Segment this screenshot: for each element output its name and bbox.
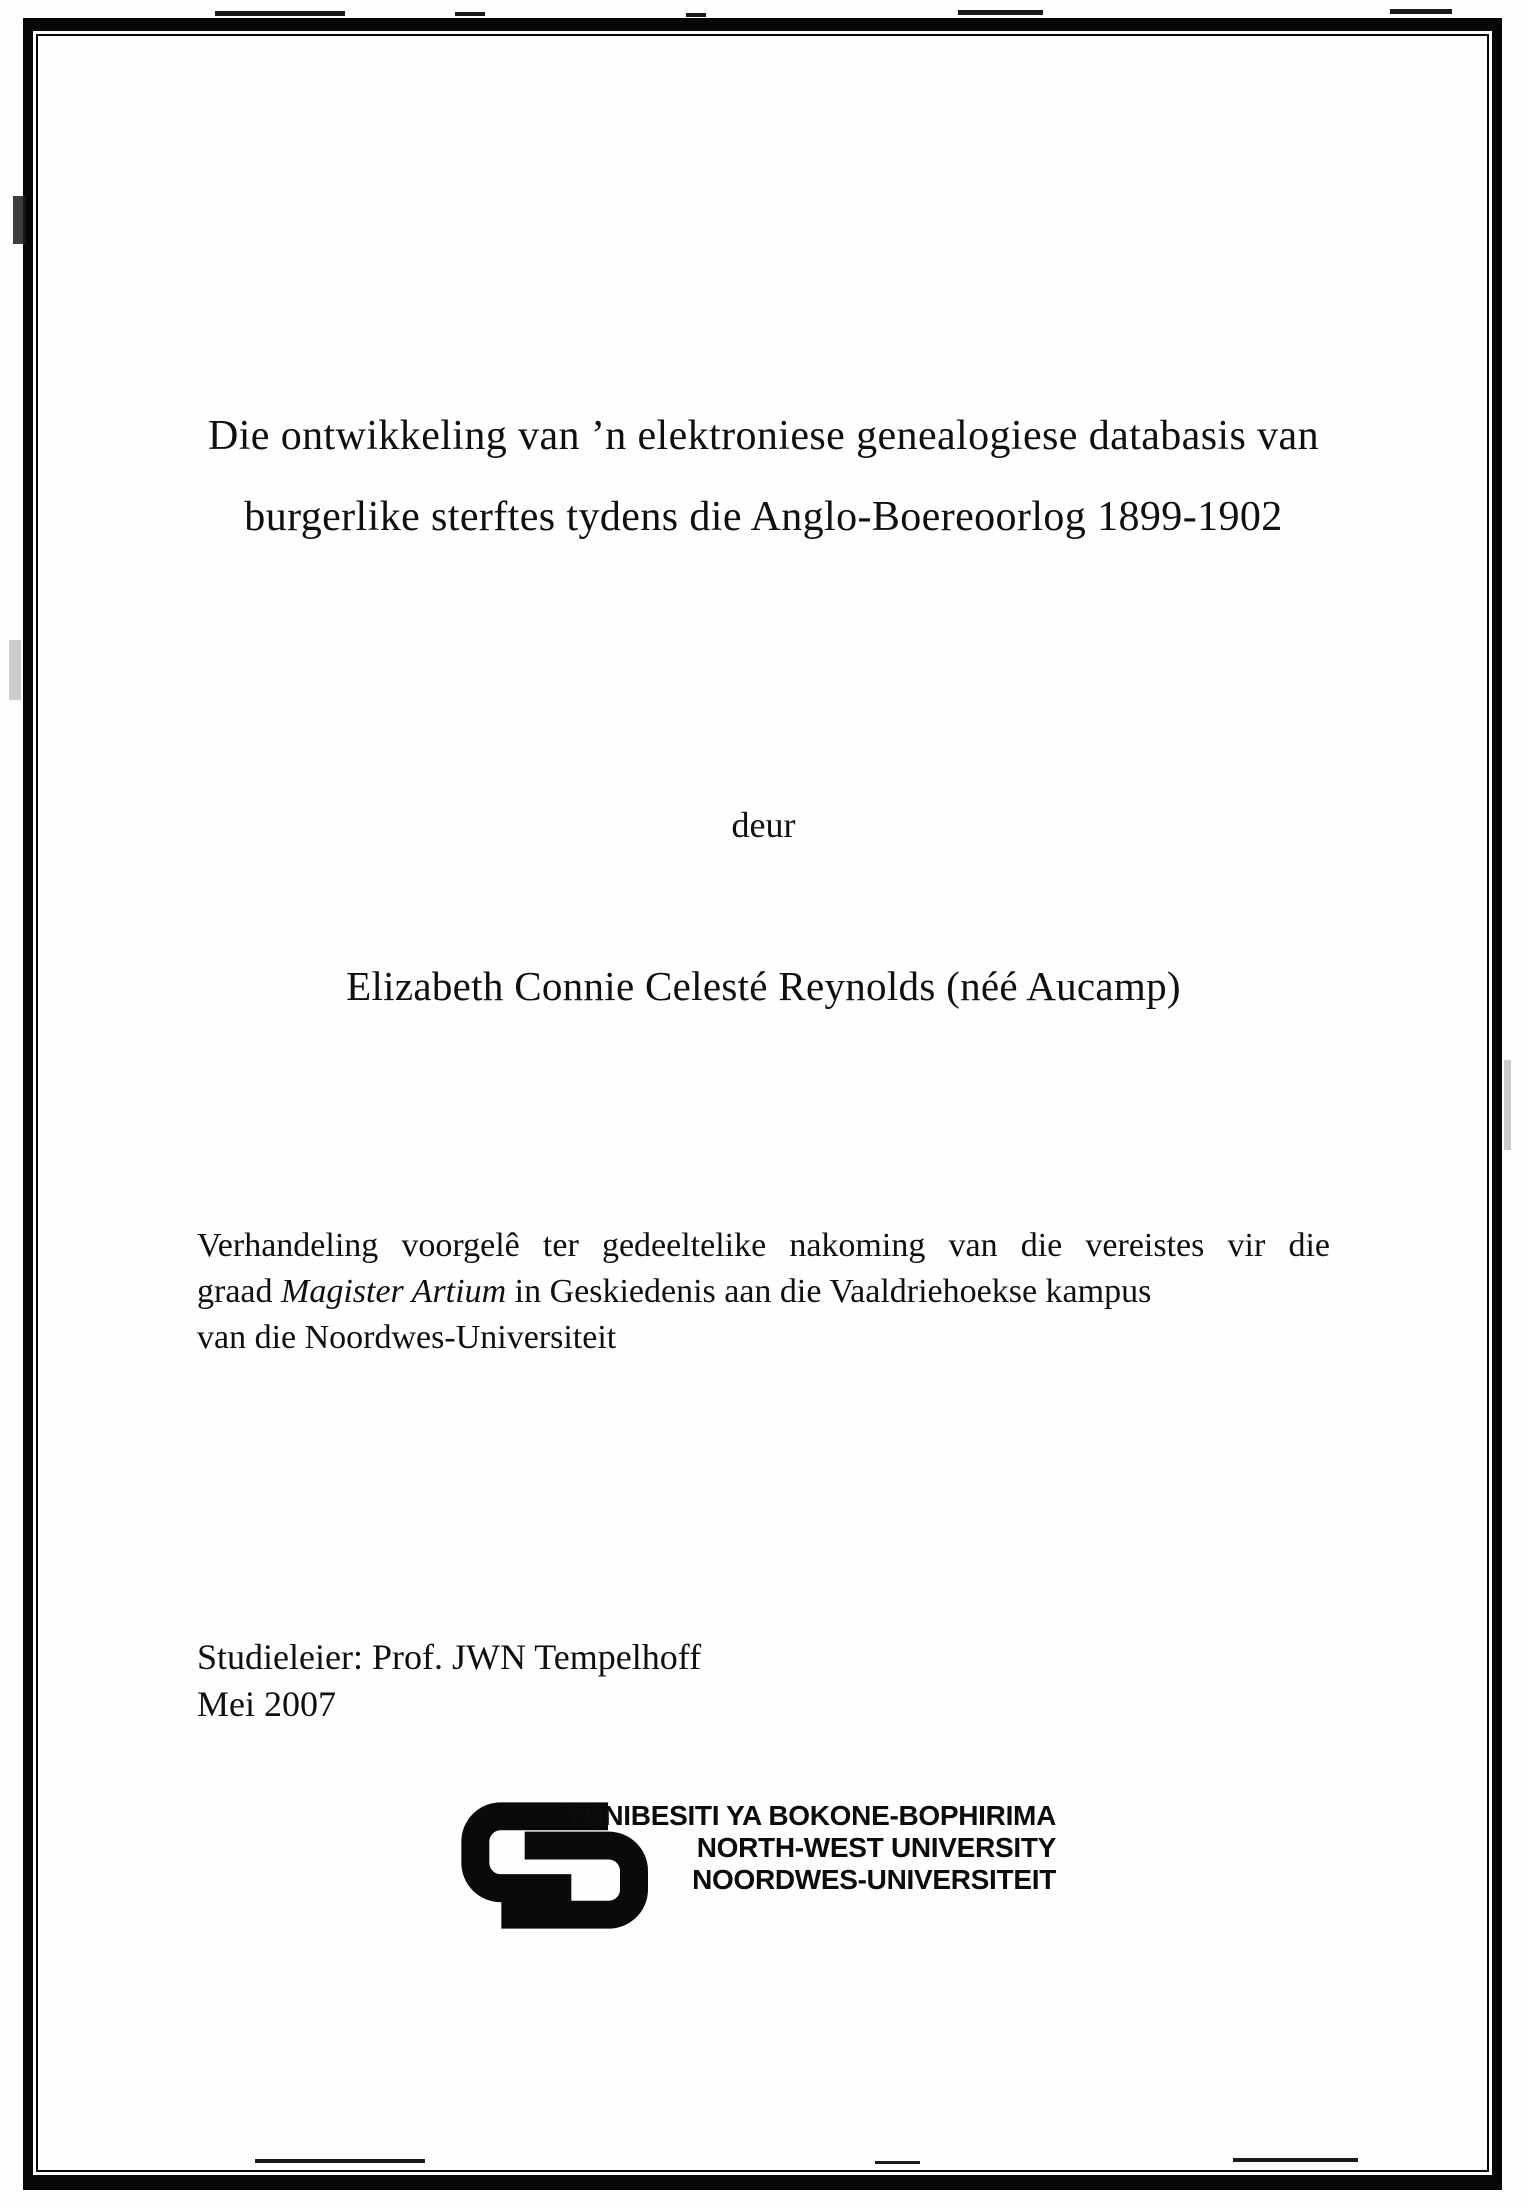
scan-artifact xyxy=(875,2161,920,2164)
degree-statement-line2 xyxy=(197,1269,1330,1315)
scan-artifact xyxy=(13,196,26,244)
university-logo-wordmark xyxy=(565,1800,1056,1896)
scan-artifact xyxy=(9,640,21,700)
supervisor-line: Studieleier: Prof. JWN Tempelhoff xyxy=(197,1637,702,1677)
author-name: Elizabeth Connie Celesté Reynolds (néé Aucamp) xyxy=(346,963,1181,1009)
thesis-title-line1: Die ontwikkeling van ’n elektroniese genealogiese databasis van xyxy=(207,413,1319,459)
logo-wordmark-line2: NORTH-WEST UNIVERSITY xyxy=(696,1832,1056,1863)
degree-statement xyxy=(197,1223,1330,1361)
degree-name-italic: Magister Artium xyxy=(281,1273,507,1310)
scan-artifact xyxy=(958,10,1043,15)
degree-statement-line3: van die Noordwes-Universiteit xyxy=(197,1319,617,1356)
degree-statement-line2-suffix: in Geskiedenis aan die Vaaldriehoekse kampus xyxy=(506,1273,1152,1310)
scan-artifact xyxy=(686,13,706,17)
scan-artifact xyxy=(1233,2158,1358,2162)
scan-artifact xyxy=(455,12,485,16)
thesis-title-line2: burgerlike sterftes tydens die Anglo-Boereoorlog 1899-1902 xyxy=(244,494,1283,540)
scan-artifact xyxy=(1504,1060,1511,1150)
logo-wordmark-line1: YUNIBESITI YA BOKONE-BOPHIRIMA xyxy=(565,1800,1056,1831)
scan-artifact xyxy=(1390,9,1452,14)
logo-wordmark-line3: NOORDWES-UNIVERSITEIT xyxy=(692,1864,1056,1895)
scan-artifact xyxy=(255,2159,425,2163)
date-line: Mei 2007 xyxy=(197,1684,336,1724)
byline-label: deur xyxy=(731,805,796,845)
supervisor-block xyxy=(197,1634,701,1728)
scan-artifact xyxy=(215,11,345,16)
degree-statement-line2-prefix: graad xyxy=(197,1273,282,1310)
thesis-title xyxy=(60,396,1467,558)
degree-statement-line1: Verhandeling voorgelê ter gedeeltelike nakoming van die vereistes vir die xyxy=(197,1227,1330,1264)
